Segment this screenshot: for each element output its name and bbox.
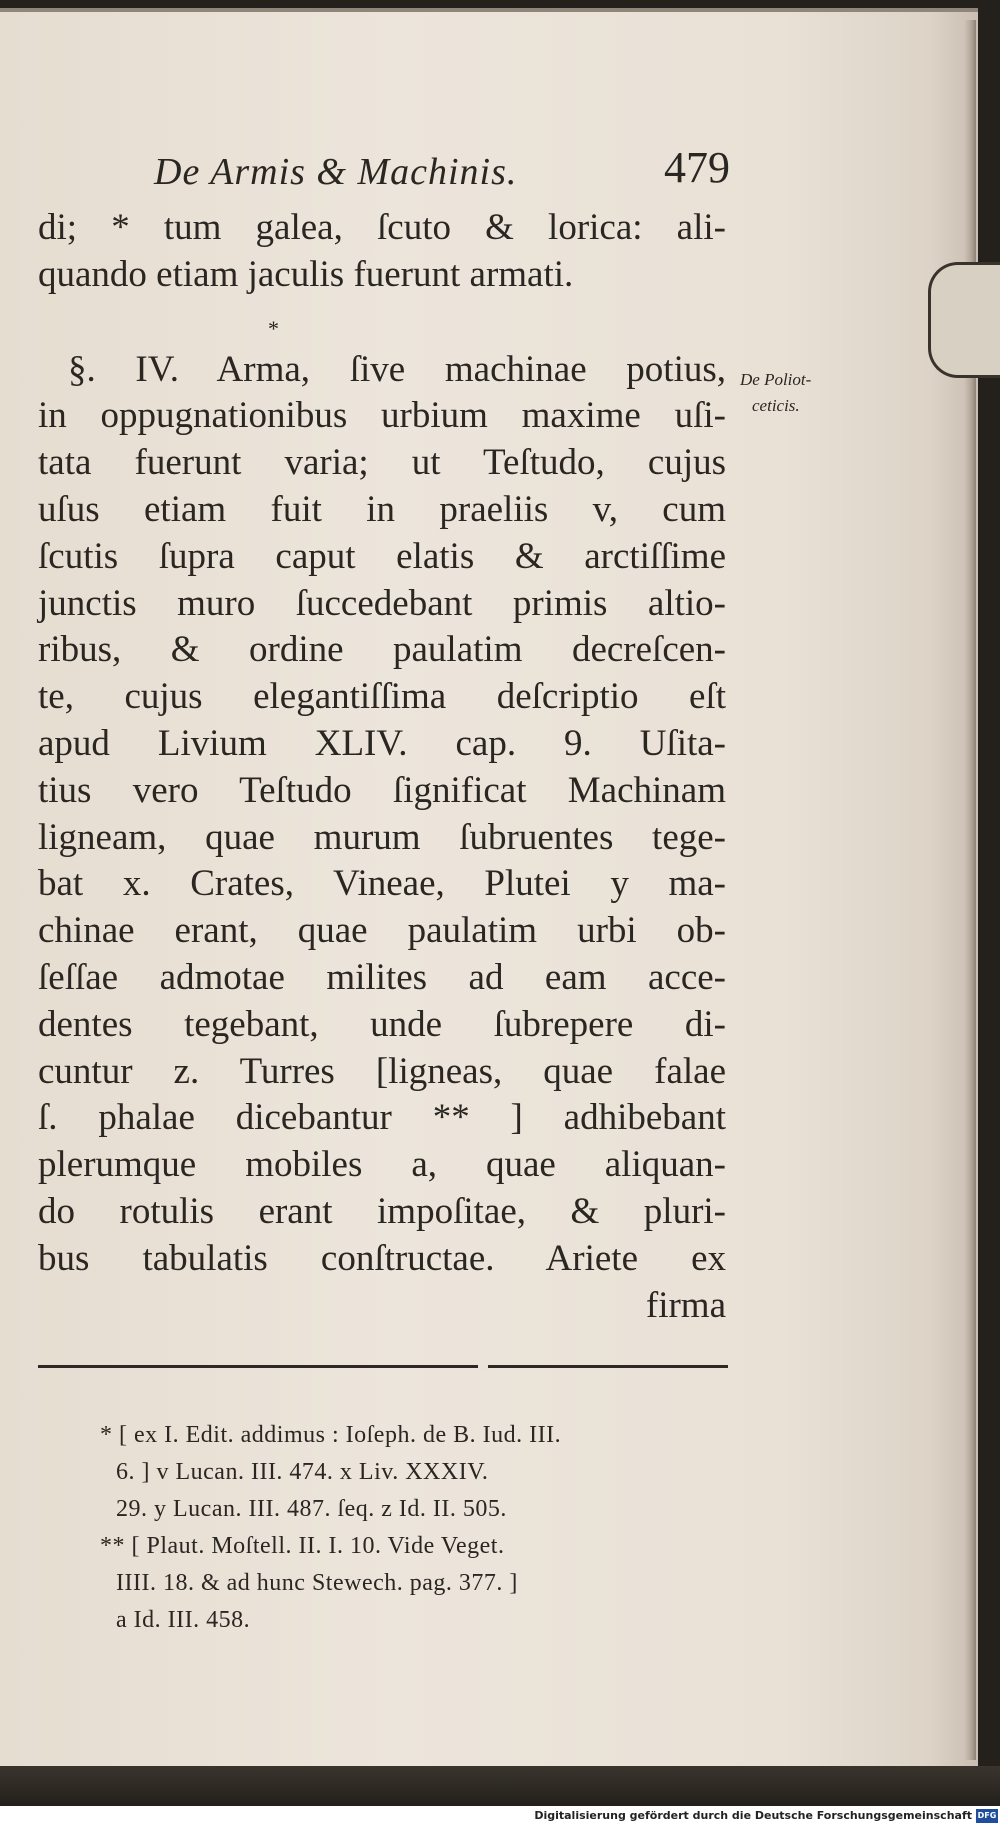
text-line: ſcutis ſupra caput elatis & arctiſſime	[38, 535, 726, 577]
text-line: te, cujus elegantiſſima deſcriptio eſt	[38, 676, 726, 718]
text-line: ligneam, quae murum ſubruentes tege-	[38, 816, 726, 858]
footnote-line: 29. y Lucan. III. 487. ſeq. z Id. II. 505.	[116, 1496, 507, 1522]
text-line: ribus, & ordine paulatim decreſcen-	[38, 629, 726, 671]
text-line: bat x. Crates, Vineae, Plutei y ma-	[38, 863, 726, 905]
ribbon-bookmark	[928, 262, 1000, 378]
text-line: ſeſſae admotae milites ad eam acce-	[38, 956, 726, 998]
page-header	[140, 142, 730, 202]
page-number: 479	[664, 143, 730, 192]
running-title: De Armis & Machinis.	[154, 151, 518, 193]
text-line: bus tabulatis conſtructae. Ariete ex	[38, 1237, 726, 1279]
text-line: junctis muro ſuccedebant primis altio-	[38, 582, 726, 624]
text-line: cuntur z. Turres [ligneas, quae falae	[38, 1050, 726, 1092]
margin-note	[740, 367, 850, 419]
text-line: quando etiam jaculis fuerunt armati.	[38, 253, 574, 295]
text-line: ſ. phalae dicebantur ** ] adhibebant	[38, 1097, 726, 1139]
rule-gap	[478, 1364, 488, 1370]
section-asterisk: *	[268, 315, 279, 341]
text-line: do rotulis erant impoſitae, & pluri-	[38, 1190, 726, 1232]
text-line: uſus etiam fuit in praeliis v, cum	[38, 488, 726, 530]
text-line: dentes tegebant, unde ſubrepere di-	[38, 1003, 726, 1045]
footnote-line: * [ ex I. Edit. addimus : Ioſeph. de B. Iud. III.	[100, 1422, 562, 1448]
text-line: di; * tum galea, ſcuto & lorica: ali-	[38, 207, 726, 248]
footnote-rule	[38, 1365, 728, 1368]
credit-bar	[0, 1806, 1000, 1826]
book-page	[0, 8, 978, 1770]
footnote-line: IIII. 18. & ad hunc Stewech. pag. 377. ]	[116, 1570, 518, 1596]
margin-note-line: De Poliot-	[740, 370, 812, 389]
footnote-line: 6. ] v Lucan. III. 474. x Liv. XXXIV.	[116, 1459, 489, 1485]
text-line: §. IV. Arma, ſive machinae potius,	[68, 348, 726, 390]
text-line: plerumque mobiles a, quae aliquan-	[38, 1144, 726, 1186]
text-line: apud Livium XLIV. cap. 9. Uſita-	[38, 722, 726, 764]
text-line: tata fuerunt varia; ut Teſtudo, cujus	[38, 442, 726, 484]
margin-note-line: ceticis.	[752, 396, 800, 415]
catchword: firma	[645, 1284, 726, 1326]
dfg-logo-icon: DFG	[976, 1809, 998, 1823]
scan-bottom-band	[0, 1766, 1000, 1806]
text-line: in oppugnationibus urbium maxime uſi-	[38, 395, 726, 437]
footnotes	[100, 1417, 730, 1639]
digitization-credit: Digitalisierung gefördert durch die Deutsche Forschungsgemeinschaft	[534, 1809, 972, 1822]
footnote-line: a Id. III. 458.	[116, 1607, 251, 1633]
body-text	[38, 205, 726, 1329]
footnote-line: ** [ Plaut. Moſtell. II. I. 10. Vide Veget.	[100, 1533, 505, 1559]
text-line: tius vero Teſtudo ſignificat Machinam	[38, 769, 726, 811]
text-line: chinae erant, quae paulatim urbi ob-	[38, 910, 726, 952]
